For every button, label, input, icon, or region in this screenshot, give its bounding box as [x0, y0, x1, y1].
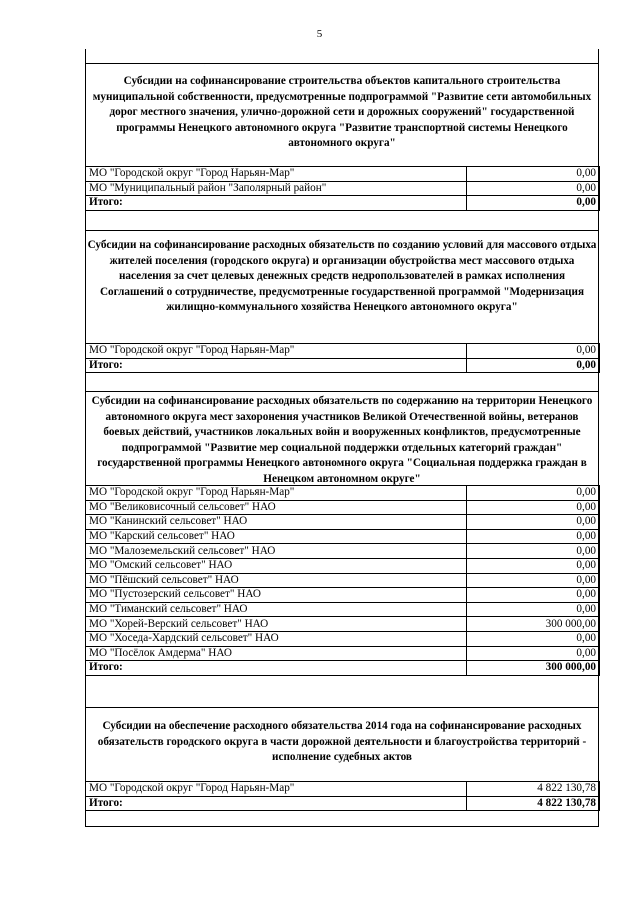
- row-value: 0,00: [467, 588, 600, 603]
- total-label: Итого:: [86, 358, 467, 373]
- table-row: [86, 602, 600, 617]
- row-value: 0,00: [467, 167, 600, 182]
- section-4-title: Субсидии на обеспечение расходного обязательства 2014 года на софинансирование расходных обязательств городского округа в части дорожной деятельности и благоустройства территорий - исполнение судебных актов: [97, 720, 587, 764]
- row-name: МО "Городской округ "Город Нарьян-Мар": [86, 344, 467, 359]
- total-row: [86, 358, 600, 373]
- row-name: МО "Муниципальный район "Заполярный район": [86, 181, 467, 196]
- row-value: 0,00: [467, 181, 600, 196]
- row-value: 0,00: [467, 573, 600, 588]
- row-value: 0,00: [467, 544, 600, 559]
- row-name: МО "Великовисочный сельсовет" НАО: [86, 500, 467, 515]
- row-name: МО "Хорей-Верский сельсовет" НАО: [86, 617, 467, 632]
- row-value: 0,00: [467, 558, 600, 573]
- table-row: [86, 529, 600, 544]
- row-value: 0,00: [467, 515, 600, 530]
- section-2-title: Субсидии на софинансирование расходных обязательств по созданию условий для массового отдыха жителей поселения (городского округа) и организации обустройства мест массового отдыха населения за счет целевых денежных средств недропользователей в рамках исполнения Соглашений о сотрудничестве, предусмотренные государственной программой "Модернизация жилищно-коммунального хозяйства Ненецкого автономного округа": [87, 239, 597, 314]
- row-value: 0,00: [467, 631, 600, 646]
- table-row: [86, 515, 600, 530]
- total-label: Итого:: [86, 196, 467, 211]
- total-row: [86, 196, 600, 211]
- section-2-top-rule: [85, 230, 599, 231]
- row-value: 0,00: [467, 486, 600, 501]
- table-row: [86, 646, 600, 661]
- row-name: МО "Городской округ "Город Нарьян-Мар": [86, 486, 467, 501]
- row-value: 0,00: [467, 500, 600, 515]
- table-row: [86, 167, 600, 182]
- row-value: 4 822 130,78: [467, 782, 600, 797]
- row-name: МО "Городской округ "Город Нарьян-Мар": [86, 167, 467, 182]
- row-name: МО "Хоседа-Хардский сельсовет" НАО: [86, 631, 467, 646]
- total-label: Итого:: [86, 796, 467, 811]
- section-3-title: Субсидии на софинансирование расходных обязательств по содержанию на территории Ненецкого автономного округа мест захоронения участников Великой Отечественной войны, ветеранов боевых действий, участников локальных войн и вооруженных конфликтов, предусмотренные подпрограммой "Развитие мер социальной поддержки отдельных категорий граждан" государственной программы Ненецкого автономного округа "Социальная поддержка граждан в Ненецком автономном округе": [91, 395, 593, 485]
- section-2-table: [85, 343, 600, 373]
- table-row: [86, 631, 600, 646]
- table-row: [86, 544, 600, 559]
- page-number: 5: [316, 28, 323, 40]
- row-name: МО "Канинский сельсовет" НАО: [86, 515, 467, 530]
- table-row: [86, 558, 600, 573]
- row-value: 0,00: [467, 646, 600, 661]
- total-row: [86, 661, 600, 676]
- row-value: 0,00: [467, 602, 600, 617]
- table-row: [86, 181, 600, 196]
- table-row: [86, 573, 600, 588]
- section-4-top-rule: [85, 707, 599, 708]
- table-row: [86, 486, 600, 501]
- table-row: [86, 500, 600, 515]
- row-value: 0,00: [467, 344, 600, 359]
- row-name: МО "Посёлок Амдерма" НАО: [86, 646, 467, 661]
- row-name: МО "Малоземельский сельсовет" НАО: [86, 544, 467, 559]
- row-value: 0,00: [467, 529, 600, 544]
- section-1-table: [85, 166, 600, 211]
- row-name: МО "Городской округ "Город Нарьян-Мар": [86, 782, 467, 797]
- section-4-table: [85, 781, 600, 811]
- section-3-table: [85, 485, 600, 676]
- total-row: [86, 796, 600, 811]
- row-name: МО "Омский сельсовет" НАО: [86, 558, 467, 573]
- total-value: 300 000,00: [467, 661, 600, 676]
- section-1-top-rule: [85, 63, 599, 64]
- row-value: 300 000,00: [467, 617, 600, 632]
- table-row: [86, 617, 600, 632]
- table-row: [86, 782, 600, 797]
- total-value: 0,00: [467, 196, 600, 211]
- table-row: [86, 344, 600, 359]
- table-row: [86, 588, 600, 603]
- row-name: МО "Пустозерский сельсовет" НАО: [86, 588, 467, 603]
- section-3-top-rule: [85, 391, 599, 392]
- row-name: МО "Карский сельсовет" НАО: [86, 529, 467, 544]
- total-value: 0,00: [467, 358, 600, 373]
- total-label: Итого:: [86, 661, 467, 676]
- total-value: 4 822 130,78: [467, 796, 600, 811]
- row-name: МО "Пёшский сельсовет" НАО: [86, 573, 467, 588]
- section-1-title: Субсидии на софинансирование строительства объектов капитального строительства муниципальной собственности, предусмотренные подпрограммой "Развитие сети автомобильных дорог местного значения, улично-дорожной сети и дорожных сооружений" государственной программы Ненецкого автономного округа "Развитие транспортной системы Ненецкого автономного округа": [92, 75, 592, 150]
- row-name: МО "Тиманский сельсовет" НАО: [86, 602, 467, 617]
